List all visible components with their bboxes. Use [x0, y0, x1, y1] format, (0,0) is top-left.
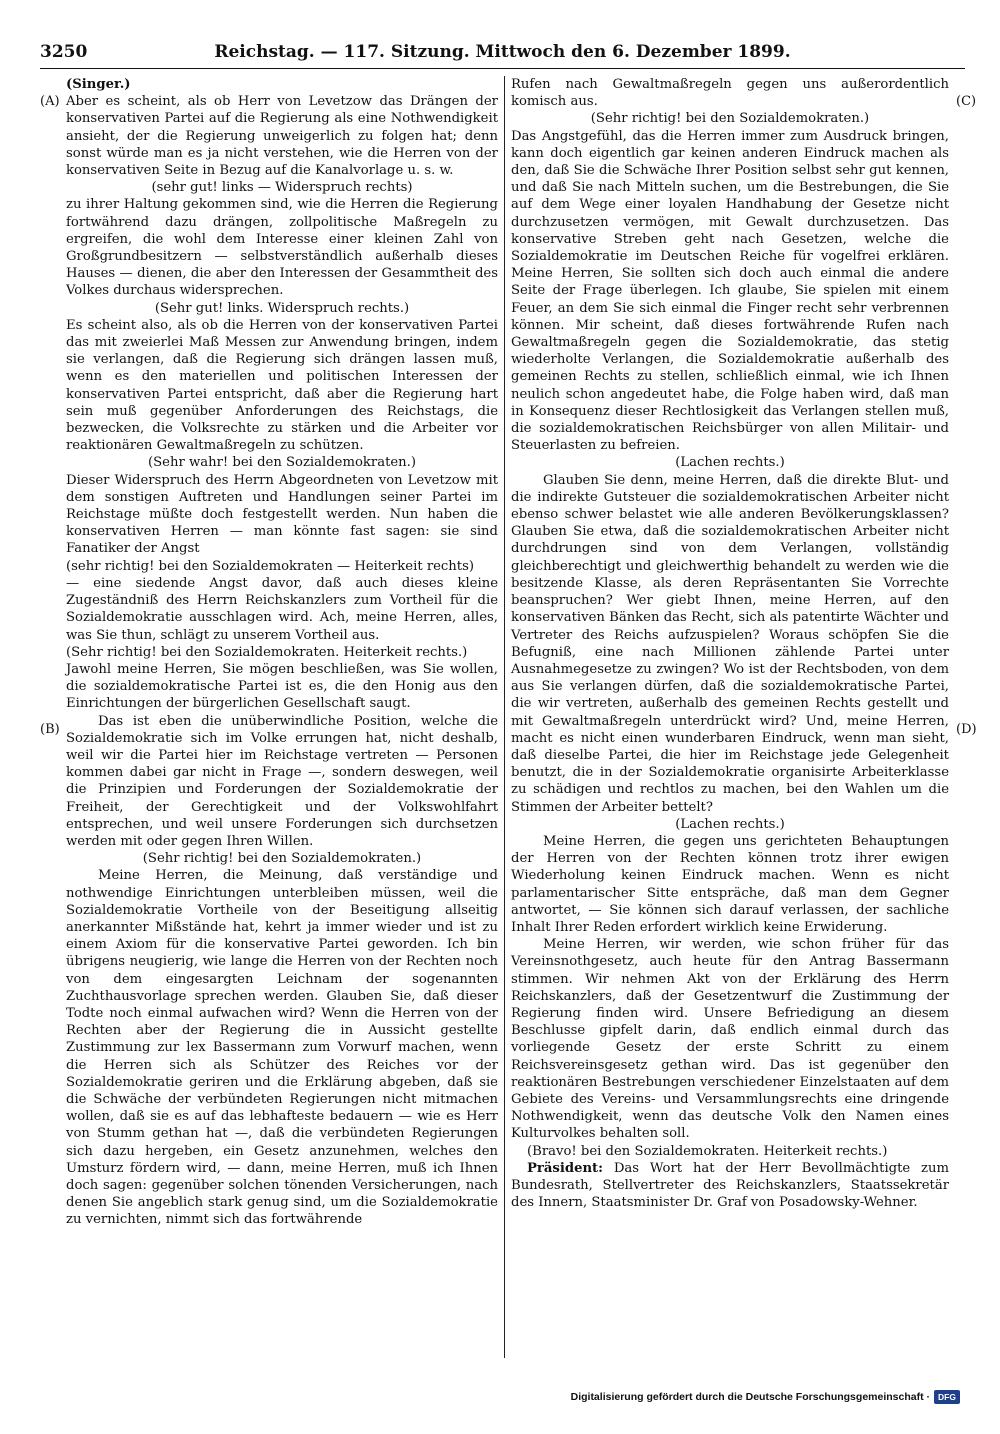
president-text: Das Wort hat der Herr Bevollmächtigte zum Bundesrath, Stellvertreter des Reichskanzlers, Staatssekretär des Innern, Staatsminister Dr. Graf von Posadowsky-Wehner.: [511, 1160, 949, 1211]
paragraph: — eine siedende Angst davor, daß auch dieses kleine Zugeständniß des Herrn Reichskanzlers zum Vortheil für die Sozialdemokratie ausschlagen wird. Ach, meine Herren, alles, was Sie thun, schlägt zu unserem Vortheil aus.: [66, 575, 498, 643]
left-column: [66, 76, 498, 1229]
president-label: Präsident:: [527, 1160, 604, 1176]
margin-marker-a: (A): [40, 94, 60, 109]
interjection: (Bravo! bei den Sozialdemokraten. Heiterkeit rechts.): [527, 1143, 888, 1159]
page-header: [40, 42, 965, 70]
right-column: [511, 76, 949, 1211]
interjection: (Lachen rechts.): [675, 455, 785, 471]
president-statement: [511, 1160, 949, 1212]
footer-text: Digitalisierung gefördert durch die Deutsche Forschungsgemeinschaft ·: [570, 1391, 930, 1403]
interjection: (Sehr richtig! bei den Sozialdemokraten.): [590, 111, 870, 127]
interjection: (Sehr richtig! bei den Sozialdemokraten. Heiterkeit rechts.): [66, 644, 468, 660]
interjection: (sehr gut! links — Widerspruch rechts): [151, 180, 413, 196]
column-divider: [504, 76, 505, 1358]
header-rule: [40, 68, 965, 69]
paragraph: Meine Herren, wir werden, wie schon früher für das Vereinsnothgesetz, auch heute für den Antrag Bassermann stimmen. Wir nehmen Akt von der Erklärung des Herrn Reichskanzlers, daß der Gesetzentwurf die Zustimmung der Regierung finden wird. Unsere Befriedigung an diesem Beschlusse gipfelt darin, daß endlich einmal durch das vorliegende Gesetz der erste Schritt zu einem Reichsvereinsgesetz gethan wird. Das ist gegenüber den reaktionären Bestrebungen verschiedener Einzelstaaten auf dem Gebiete des Vereins- und Versammlungsrechts eine dringende Nothwendigkeit, wenn das deutsche Volk den Namen eines Kulturvolkes behalten soll.: [511, 937, 949, 1142]
interjection: (Sehr gut! links. Widerspruch rechts.): [154, 300, 410, 316]
paragraph: Jawohl meine Herren, Sie mögen beschließen, was Sie wollen, die sozialdemokratische Partei ist es, die den Honig aus den Einrichtungen der bürgerlichen Gesellschaft saugt.: [66, 661, 498, 712]
header-title: Reichstag. — 117. Sitzung. Mittwoch den 6. Dezember 1899.: [214, 42, 791, 62]
paragraph: Aber es scheint, als ob Herr von Levetzow das Drängen der konservativen Partei auf die Regierung als eine Nothwendigkeit ansieht, der die Regierung unweigerlich zu folgen hat; denn sonst würde man es ja nicht verstehen, wie die Herren von der konservativen Seite in Bezug auf die Kanalvorlage u. s. w.: [66, 94, 498, 179]
page-number: 3250: [40, 42, 88, 62]
interjection: (sehr richtig! bei den Sozialdemokraten — Heiterkeit rechts): [66, 558, 475, 574]
paragraph: Dieser Widerspruch des Herrn Abgeordneten von Levetzow mit dem sonstigen Auftreten und Handlungen seiner Partei im Reichstage müßte doch festgestellt werden. Nun haben die konservativen Herren — man könnte fast sagen: sie sind Fanatiker der Angst: [66, 472, 498, 557]
speaker-name: (Singer.): [66, 77, 131, 92]
paragraph: Es scheint also, als ob die Herren von der konservativen Partei das mit zweierlei Maß Messen zur Anwendung bringen, indem sie verlangen, daß die Regierung sich drängen lassen muß, wenn es den materiellen und politischen Interessen der konservativen Partei entspricht, daß aber die Regierung hart sein muß gegenüber Anforderungen des Reichstags, die bezwecken, die Volksrechte zu stärken und die Arbeiter vor reaktionären Gewaltmaßregeln zu schützen.: [66, 317, 498, 454]
footer-credit: [571, 1390, 960, 1404]
paragraph: Meine Herren, die Meinung, daß verständige und nothwendige Einrichtungen unterbleiben müssen, weil die Sozialdemokratie Vortheile von der Beseitigung allseitig anerkannter Mißstände hat, kehrt ja immer wieder und ist zu einem Axiom für die konservative Partei geworden. Ich bin übrigens neugierig, wie lange die Herren von der Rechten noch von dem eingesargten Leichnam der sogenannten Zuchthausvorlage sprechen werden. Glauben Sie, daß dieser Todte noch einmal aufwachen wird? Wenn die Herren von der Rechten aber der Regierung die in Aussicht gestellte Zustimmung zur lex Bassermann zum Vorwurf machen, wenn die Herren sich als Schützer des Reiches vor der Sozialdemokratie geriren und die Erklärung abgeben, daß sie die Schwäche der verbündeten Regierungen nicht mitmachen wollen, daß sie es auf das lebhafteste bedauern — wie es Herr von Stumm gethan hat —, daß die verbündeten Regierungen sich dazu hergeben, ein Gesetz anzunehmen, welches den Umsturz fördern wird, — dann, meine Herren, muß ich Ihnen doch sagen: gegenüber solchen tönenden Versicherungen, nach denen Sie angeblich stark genug sind, um die Sozialdemokratie zu vernichten, nimmt sich das fortwährende: [66, 868, 498, 1228]
margin-marker-c: (C): [956, 94, 977, 109]
interjection: (Lachen rechts.): [675, 816, 785, 832]
margin-marker-b: (B): [40, 722, 60, 737]
paragraph: Das ist eben die unüberwindliche Position, welche die Sozialdemokratie sich im Volke errungen hat, nicht deshalb, weil wir die Partei hier im Reichstage vertreten — Personen kommen dabei gar nicht in Frage —, sondern deswegen, weil die Prinzipien und Forderungen der Sozialdemokratie der Freiheit, der Gerechtigkeit und der Volkswohlfahrt entsprechen, und weil unsere Forderungen sich durchsetzen werden mit oder gegen Ihren Willen.: [66, 713, 498, 849]
dfg-logo-icon: DFG: [934, 1390, 960, 1404]
paragraph: Meine Herren, die gegen uns gerichteten Behauptungen der Herren von der Rechten können trotz ihrer ewigen Wiederholung keinen Eindruck machen. Wenn es nicht parlamentarischer Sitte entspräche, daß man dem Gegner antwortet, — Sie können sich darauf verlassen, der sachliche Inhalt Ihrer Reden erfordert wirklich keine Erwiderung.: [511, 833, 949, 935]
paragraph: Das Angstgefühl, das die Herren immer zum Ausdruck bringen, kann doch eigentlich gar keinen anderen Eindruck machen als den, daß Sie die Schwäche Ihrer Position selbst sehr gut kennen, und daß Sie nach Mitteln suchen, um die Bestrebungen, die Sie auf dem Wege einer loyalen Handhabung der Gesetze nicht durchzusetzen vermögen, mit Gewalt durchzusetzen. Das konservative Streben geht nach Gesetzen, welche die Sozialdemokratie im Deutschen Reiche für vogelfrei erklären. Meine Herren, Sie sollten sich doch auch einmal die andere Seite der Frage überlegen. Ich glaube, Sie spielen mit einem Feuer, an dem Sie sich einmal die Finger recht sehr verbrennen können. Mir scheint, daß dieses fortwährende Rufen nach Gewaltmaßregeln gegen die Sozialdemokratie, das stetig wiederholte Verlangen, die Sozialdemokratie außerhalb des gemeinen Rechts zu stellen, schließlich einmal, wie ich Ihnen neulich schon angedeutet habe, die Folge haben wird, daß man in Konsequenz dieser Rechtlosigkeit das Verlangen stellen muß, die sozialdemokratischen Reichsbürger von allen Militair- und Steuerlasten zu befreien.: [511, 128, 949, 454]
margin-marker-d: (D): [956, 722, 977, 737]
paragraph: Glauben Sie denn, meine Herren, daß die direkte Blut- und die indirekte Gutsteuer die sozialdemokratischen Arbeiter nicht ebenso schwer belastet wie alle anderen Bevölkerungsklassen? Glauben Sie etwa, daß die sozialdemokratischen Arbeiter nicht durchdrungen sind von dem Verlangen, vollständig gleichberechtigt und gleichwerthig behandelt zu werden wie die besitzende Klasse, als deren Repräsentanten Sie Vorrechte beanspruchen? Wer giebt Ihnen, meine Herren, auf den konservativen Bänken das Recht, sich als patentirte Wächter und Vertreter des Reichs aufzuspielen? Woraus schöpfen Sie die Befugniß, eine nach Millionen zählende Partei unter Ausnahmegesetze zu zwingen? Wo ist der Rechtsboden, von dem aus Sie verlangen dürfen, daß die sozialdemokratische Partei, die wir vertreten, außerhalb des gemeinen Rechts gestellt und mit Gewaltmaßregeln unterdrückt wird? Und, meine Herren, macht es nicht einen wunderbaren Eindruck, wenn man sieht, daß dieselbe Partei, die hier im Reichstage jede Gelegenheit benutzt, die in der Sozialdemokratie organisirte Arbeiterklasse zu schädigen und rechtlos zu machen, bei den Wahlen um die Stimmen der Arbeiter bettelt?: [511, 472, 949, 815]
paragraph: zu ihrer Haltung gekommen sind, wie die Herren die Regierung fortwährend dazu drängen, zollpolitische Maßregeln zu ergreifen, die wohl dem Interesse einer kleinen Zahl von Großgrundbesitzern — selbstverständlich außerhalb dieses Hauses — dienen, die aber den Interessen der Gesammtheit des Volkes durchaus widersprechen.: [66, 197, 498, 299]
interjection: (Sehr wahr! bei den Sozialdemokraten.): [148, 455, 416, 471]
paragraph: Rufen nach Gewaltmaßregeln gegen uns außerordentlich komisch aus.: [511, 77, 949, 110]
interjection: (Sehr richtig! bei den Sozialdemokraten.): [142, 851, 422, 867]
